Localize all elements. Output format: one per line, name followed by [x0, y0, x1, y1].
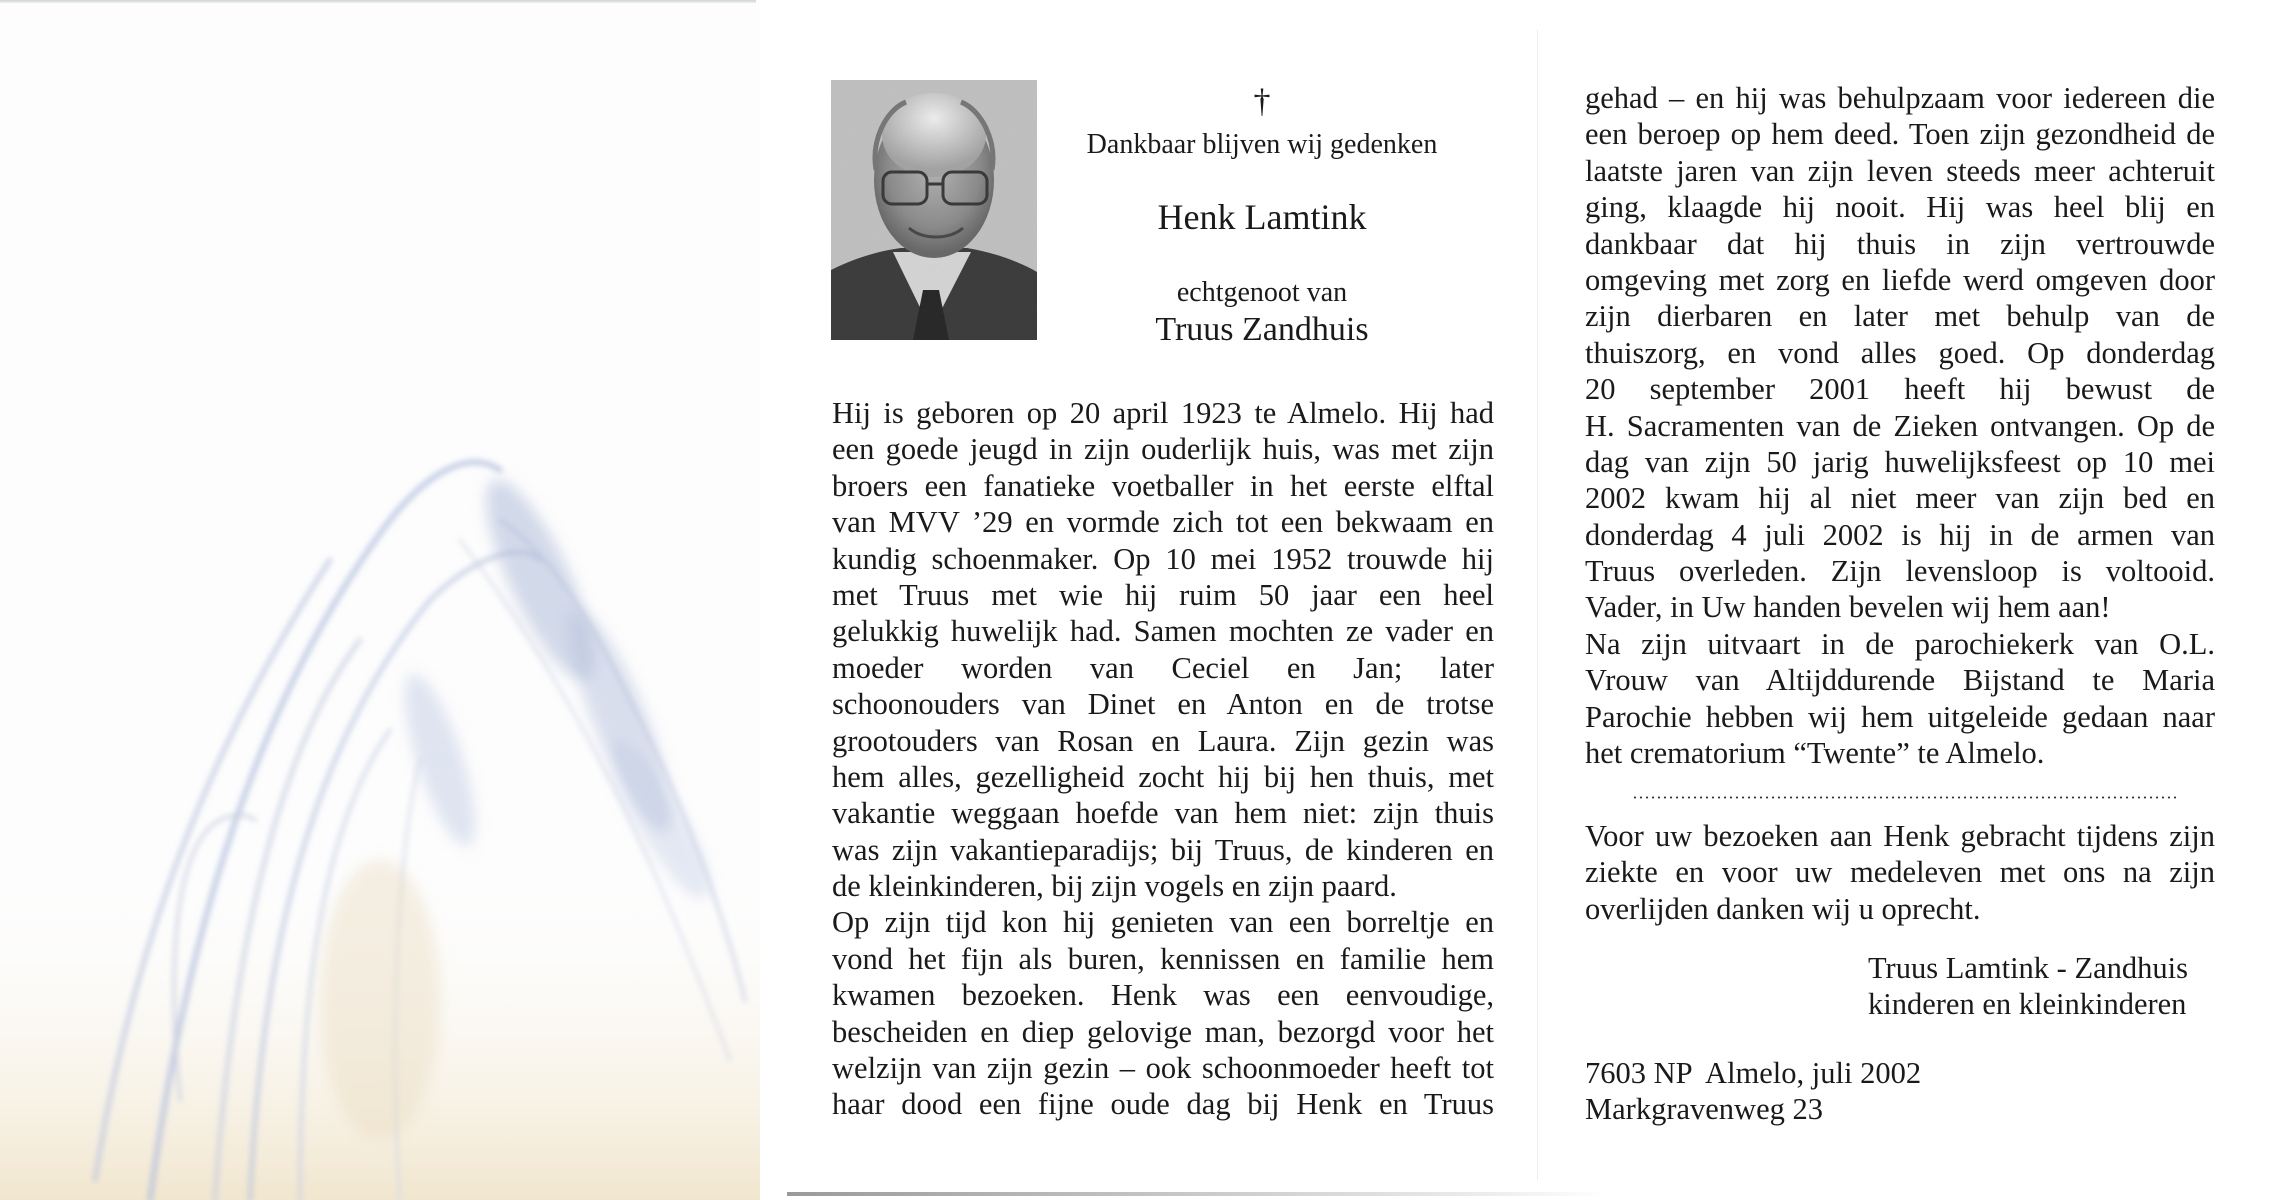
card-edge-shadow [787, 1192, 1607, 1196]
text-line: een goede jeugd in zijn ouderlijk huis, was met zijn [832, 432, 1494, 467]
text-line: Na zijn uitvaart in de parochiekerk van O.L. [1585, 626, 2215, 661]
intro-text: Dankbaar blijven wij gedenken [1086, 129, 1438, 160]
text-line: Op zijn tijd kon hij genieten van een borreltje en [832, 905, 1494, 940]
text-line: Vrouw van Altijddurende Bijstand te Maria [1585, 663, 2215, 698]
text-line: dankbaar dat hij thuis in zijn vertrouwde [1585, 226, 2215, 261]
signature-line: Truus Lamtink - Zandhuis [1868, 951, 2188, 985]
text-line: gelukkig huwelijk had. Samen mochten ze vader en [832, 614, 1494, 649]
text-line: broers een fanatieke voetballer in het eerste elftal [832, 468, 1494, 503]
text-line: bescheiden en diep gelovige man, bezorgd voor het [832, 1014, 1494, 1049]
biography-left [832, 395, 1494, 1123]
text-line: Hij is geboren op 20 april 1923 te Almelo. Hij had [832, 396, 1494, 430]
text-line: van MVV ’29 en vormde zich tot een bekwaam en [832, 505, 1494, 540]
text-line: thuiszorg, en vond alles goed. Op donderdag [1585, 335, 2215, 370]
cross-icon: † [1253, 83, 1271, 120]
text-line: moeder worden van Ceciel en Jan; later [832, 650, 1494, 685]
text-line: schoonouders van Dinet en Anton en de trotse [832, 687, 1494, 722]
text-line: 20 september 2001 heeft hij bewust de [1585, 372, 2215, 407]
text-line: gehad – en hij was behulpzaam voor iedereen die [1585, 81, 2215, 115]
page-fold [1537, 30, 1538, 1180]
text-line: grootouders van Rosan en Laura. Zijn gezin was [832, 723, 1494, 758]
text-line: zijn dierbaren en later met behulp van de [1585, 299, 2215, 334]
wheat-stalks-illustration [0, 0, 760, 1200]
text-line: ging, klaagde hij nooit. Hij was heel blij en [1585, 190, 2215, 225]
address-line: Markgravenweg 23 [1585, 1092, 1823, 1127]
address-line: 7603 NP Almelo, juli 2002 [1585, 1056, 1922, 1090]
text-line: de kleinkinderen, bij zijn vogels en zijn paard. [832, 869, 1397, 904]
portrait-photo [831, 80, 1037, 340]
deceased-name: Henk Lamtink [1157, 197, 1367, 237]
text-line: ziekte en voor uw medeleven met ons na zijn [1585, 855, 2215, 890]
text-line: dag van zijn 50 jarig huwelijksfeest op 10 mei [1585, 444, 2215, 479]
text-line: hem alles, gezelligheid zocht hij bij hen thuis, met [832, 759, 1494, 794]
text-line: Vader, in Uw handen bevelen wij hem aan! [1585, 590, 2111, 625]
text-line: haar dood een fijne oude dag bij Henk en Truus [832, 1087, 1494, 1122]
text-line: 2002 kwam hij al niet meer van zijn bed en [1585, 481, 2215, 516]
text-line: kwamen bezoeken. Henk was een eenvoudige, [832, 978, 1494, 1013]
text-line: laatste jaren van zijn leven steeds meer achteruit [1585, 153, 2215, 188]
text-line: vakantie weggaan hoefde van hem niet: zijn thuis [832, 796, 1494, 831]
thanks-paragraph [1585, 818, 2215, 927]
address [1585, 1055, 1921, 1128]
text-line: kundig schoenmaker. Op 10 mei 1952 trouwde hij [832, 541, 1494, 576]
biography-right [1585, 80, 2215, 771]
text-line: het crematorium “Twente” te Almelo. [1585, 736, 2045, 771]
text-line: omgeving met zorg en liefde werd omgeven door [1585, 262, 2215, 297]
text-line: was zijn vakantieparadijs; bij Truus, de kinderen en [832, 832, 1494, 867]
text-line: H. Sacramenten van de Zieken ontvangen. Op de [1585, 408, 2215, 443]
text-line: een beroep op hem deed. Toen zijn gezondheid de [1585, 117, 2215, 152]
dotted-separator [1632, 796, 2180, 799]
signature-line: kinderen en kleinkinderen [1868, 987, 2187, 1022]
text-line: vond het fijn als buren, kennissen en familie hem [832, 941, 1494, 976]
spouse-label: echtgenoot van [1176, 277, 1348, 308]
text-line: donderdag 4 juli 2002 is hij in de armen van [1585, 517, 2215, 552]
text-line: Voor uw bezoeken aan Henk gebracht tijdens zijn [1585, 819, 2215, 853]
text-line: welzijn van zijn gezin – ook schoonmoeder heeft tot [832, 1051, 1494, 1086]
spouse-name: Truus Zandhuis [1155, 311, 1369, 348]
text-line: overlijden danken wij u oprecht. [1585, 891, 1981, 926]
text-line: Truus overleden. Zijn levensloop is voltooid. [1585, 554, 2215, 589]
text-line: Parochie hebben wij hem uitgeleide gedaan naar [1585, 699, 2215, 734]
wheat-ear [320, 860, 440, 1140]
front-cover [0, 0, 760, 1200]
text-line: met Truus met wie hij ruim 50 jaar een heel [832, 577, 1494, 612]
signature [1868, 950, 2188, 1023]
